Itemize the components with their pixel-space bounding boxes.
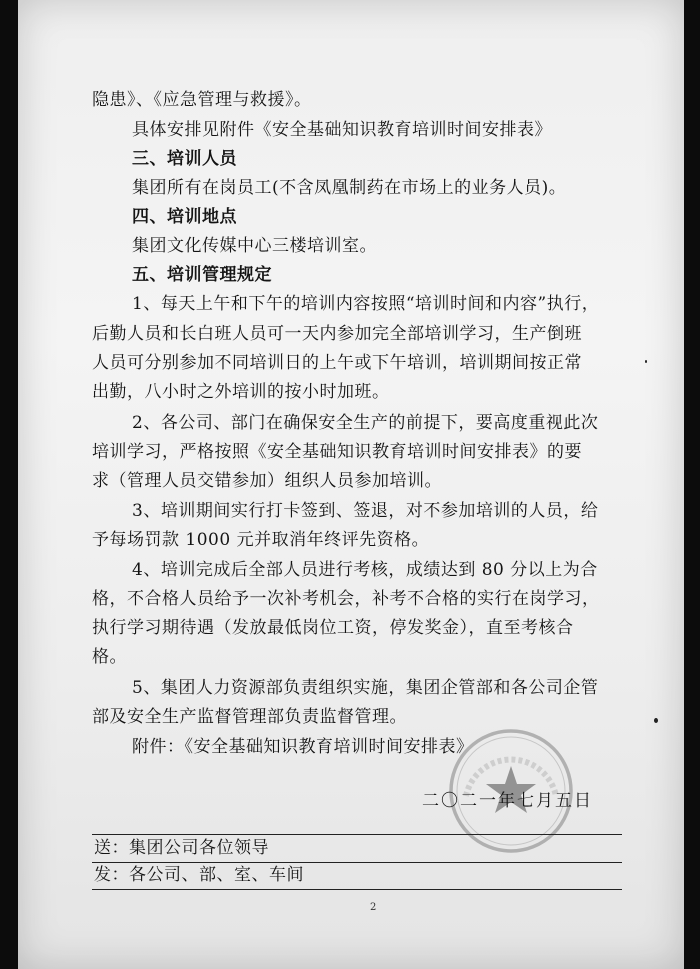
body-line-1: 隐患》、《应急管理与救援》。 [92,90,312,110]
section-heading-rules: 五、培训管理规定 [132,265,272,285]
rule-4-line-1: 4、培训完成后全部人员进行考核，成绩达到 80 分以上为合 [132,560,598,580]
rule-1-line-1: 1、每天上午和下午的培训内容按照“培训时间和内容”执行， [132,294,600,314]
rule-4-line-3: 执行学习期待遇（发放最低岗位工资，停发奖金），直至考核合 [92,618,574,638]
document-date: 二〇二一年七月五日 [422,791,593,811]
rule-5-line-2: 部及安全生产监督管理部负责监督管理。 [92,707,407,727]
rule-2-line-3: 求（管理人员交错参加）组织人员参加培训。 [92,471,442,491]
body-line-6: 集团文化传媒中心三楼培训室。 [132,236,377,256]
divider-bottom [92,889,622,890]
rule-2-line-1: 2、各公司、部门在确保安全生产的前提下，要高度重视此次 [132,413,599,433]
rule-2-line-2: 培训学习，严格按照《安全基础知识教育培训时间安排表》的要 [92,442,582,462]
section-heading-personnel: 三、培训人员 [132,149,237,169]
divider-top [92,834,622,835]
body-line-4: 集团所有在岗员工(不含凤凰制药在市场上的业务人员)。 [132,178,567,198]
distribution-cc [94,863,304,887]
scan-speck [654,718,658,723]
rule-4-line-2: 格，不合格人员给予一次补考机会，补考不合格的实行在岗学习， [92,589,600,609]
attachment-line: 附件：《安全基础知识教育培训时间安排表》 [132,737,474,757]
distribution-to [94,836,269,860]
body-line-2: 具体安排见附件《安全基础知识教育培训时间安排表》 [132,120,552,140]
rule-1-line-2: 后勤人员和长白班人员可一天内参加完全部培训学习，生产倒班 [92,324,582,344]
to-label: 送： [94,838,129,858]
to-value: 集团公司各位领导 [129,838,269,858]
rule-3-line-2: 予每场罚款 1000 元并取消年终评先资格。 [92,530,430,550]
rule-1-line-3: 人员可分别参加不同培训日的上午或下午培训，培训期间按正常 [92,353,582,373]
cc-label: 发： [94,865,129,885]
rule-3-line-1: 3、培训期间实行打卡签到、签退，对不参加培训的人员，给 [132,501,599,521]
rule-5-line-1: 5、集团人力资源部负责组织实施，集团企管部和各公司企管 [132,678,599,698]
cc-value: 各公司、部、室、车间 [129,865,304,885]
page-number: 2 [370,902,377,913]
rule-1-line-4: 出勤，八小时之外培训的按小时加班。 [92,382,390,402]
rule-4-line-4: 格。 [92,647,127,667]
document-page [18,0,684,969]
scan-speck [645,360,647,363]
section-heading-location: 四、培训地点 [132,207,237,227]
